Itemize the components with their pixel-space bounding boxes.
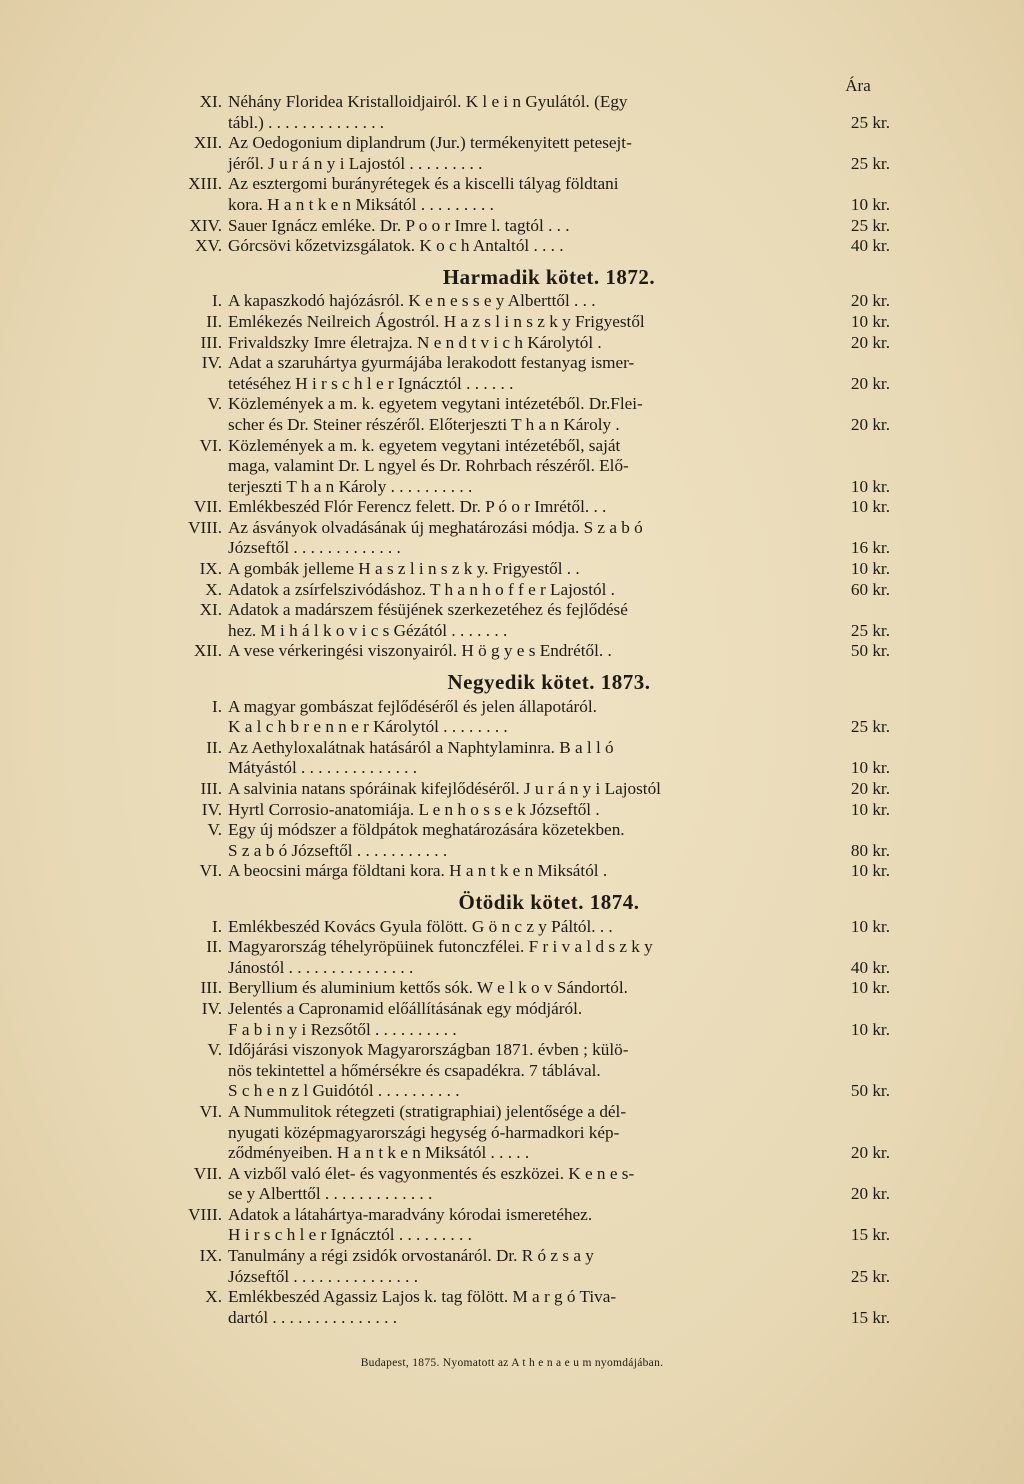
entry-title-line: Az esztergomi burányrétegek és a kiscelli tályag földtani: [228, 174, 619, 194]
entry-title-line: Emlékezés Neilreich Ágostról. H a z s l i n s z k y Frigyestől: [228, 311, 645, 331]
entry-title-line: A Nummulitok rétegzeti (stratigraphiai) jelentősége a dél-: [228, 1101, 627, 1121]
entry-price: 25 kr.: [850, 620, 890, 640]
entry-price: 10 kr.: [850, 1019, 890, 1039]
entry-title-line: Időjárási viszonyok Magyarországban 1871. évben ; külö-: [228, 1040, 629, 1060]
entry-title: [228, 697, 798, 738]
entry-title: [228, 1287, 798, 1328]
publication-entry: [178, 800, 890, 821]
entry-title: [228, 518, 798, 559]
entry-price: 10 kr.: [850, 559, 890, 579]
entry-title-line: Jánostól . . . . . . . . . . . . . . .: [228, 957, 414, 977]
publication-entry: [178, 1246, 890, 1287]
entry-number: II.: [206, 937, 222, 957]
entry-title: [228, 978, 798, 999]
publication-entry: [178, 917, 890, 938]
publication-entry: [178, 394, 890, 435]
entry-title-line: nyugati középmagyarországi hegység ó-harmadkori kép-: [228, 1122, 620, 1142]
entry-number: VII.: [193, 1163, 222, 1183]
entry-price: 20 kr.: [850, 1143, 890, 1163]
entry-title: [228, 641, 798, 662]
entry-title-line: Emlékbeszéd Kovács Gyula fölött. G ö n c z y Páltól. . .: [228, 916, 613, 936]
entry-title-line: dartól . . . . . . . . . . . . . . .: [228, 1307, 397, 1327]
entry-title: [228, 353, 798, 394]
publication-entry: [178, 641, 890, 662]
entry-title-line: A magyar gombászat fejlődéséről és jelen állapotáról.: [228, 696, 597, 716]
entry-title-line: Sauer Ignácz emléke. Dr. P o o r Imre l. tagtól . . .: [228, 215, 570, 235]
publication-entry: [178, 1040, 890, 1102]
entry-title-line: K a l c h b r e n n e r Károlytól . . . . . . . .: [228, 717, 508, 737]
volume-heading: Ötödik kötet. 1874.: [458, 889, 640, 914]
entry-title: [228, 800, 798, 821]
entry-price: 25 kr.: [850, 717, 890, 737]
entry-title: [228, 1246, 798, 1287]
price-column-header: Ára: [845, 76, 871, 95]
publication-entry: [178, 1164, 890, 1205]
volume-heading: Harmadik kötet. 1872.: [442, 264, 656, 289]
entry-title-line: Adat a szaruhártya gyurmájába lerakodott festanyag ismer-: [228, 353, 635, 373]
entry-title-line: Néhány Floridea Kristalloidjairól. K l e i n Gyulától. (Egy: [228, 92, 628, 111]
entry-number: VI.: [199, 1101, 222, 1121]
entry-title-line: Adatok a zsírfelszivódáshoz. T h a n h o f f e r Lajostól .: [228, 579, 615, 599]
entry-number: IV.: [201, 799, 222, 819]
entry-number: IX.: [199, 559, 222, 579]
publication-entry: [178, 1102, 890, 1164]
entry-title-line: A vese vérkeringési viszonyairól. H ö g y e s Endrétől. .: [228, 641, 612, 661]
entry-title-line: Górcsövi kőzetvizsgálatok. K o c h Antaltól . . . .: [228, 236, 564, 256]
entry-price: 25 kr.: [850, 1266, 890, 1286]
entry-price: 15 kr.: [850, 1307, 890, 1327]
entry-title-line: Az ásványok olvadásának új meghatározási módja. S z a b ó: [228, 517, 643, 537]
entry-title: [228, 917, 798, 938]
entry-title-line: Közlemények a m. k. egyetem vegytani intézetéből. Dr.Flei-: [228, 394, 643, 414]
entry-title: [228, 394, 798, 435]
entry-title-line: Közlemények a m. k. egyetem vegytani intézetéből, saját: [228, 435, 621, 455]
entry-title: [228, 861, 798, 882]
publication-entry: [178, 333, 890, 354]
entry-price: 20 kr.: [850, 1184, 890, 1204]
entry-title: [228, 497, 798, 518]
entry-title: [228, 92, 798, 133]
entry-title-line: Emlékbeszéd Flór Ferencz felett. Dr. P ó o r Imrétől. . .: [228, 497, 607, 517]
entry-title-line: Józseftől . . . . . . . . . . . . . . .: [228, 1266, 419, 1286]
entry-title-line: Beryllium és aluminium kettős sók. W e l k o v Sándortól.: [228, 978, 628, 998]
entry-number: III.: [200, 978, 222, 998]
entry-number: XII.: [193, 641, 222, 661]
entry-price: 50 kr.: [850, 641, 890, 661]
entry-title: [228, 1164, 798, 1205]
entry-number: VI.: [199, 861, 222, 881]
entry-title-line: Adatok a látahártya-maradvány kórodai ismeretéhez.: [228, 1204, 593, 1224]
entry-number: III.: [200, 332, 222, 352]
entry-title-line: Emlékbeszéd Agassiz Lajos k. tag fölött. M a r g ó Tiva-: [228, 1287, 617, 1307]
entry-title-line: se y Alberttől . . . . . . . . . . . . .: [228, 1184, 433, 1204]
entry-price: 10 kr.: [850, 758, 890, 778]
entry-number: IV.: [201, 353, 222, 373]
entry-number: II.: [206, 737, 222, 757]
entry-number: III.: [200, 779, 222, 798]
entry-title: [228, 820, 798, 861]
entry-title: [228, 738, 798, 779]
entry-number: X.: [205, 579, 222, 599]
entry-title: [228, 333, 798, 354]
entry-title-line: A vizből való élet- és vagyonmentés és eszközei. K e n e s-: [228, 1163, 635, 1183]
entry-title-line: ződményeiben. H a n t k e n Miksától . . . . .: [228, 1143, 530, 1163]
entry-number: I.: [211, 696, 222, 716]
entry-title-line: Tanulmány a régi zsidók orvostanáról. Dr. R ó z s a y: [228, 1246, 594, 1266]
entry-title: [228, 216, 798, 237]
entry-number: XIII.: [188, 174, 222, 194]
publication-entry: [178, 236, 890, 257]
entry-title: [228, 1102, 798, 1164]
entry-price: 10 kr.: [850, 497, 890, 517]
entry-title: [228, 580, 798, 601]
entry-number: XIV.: [189, 215, 222, 235]
entry-title: [228, 133, 798, 174]
entry-title-line: Józseftől . . . . . . . . . . . . .: [228, 538, 401, 558]
entry-price: 20 kr.: [850, 414, 890, 434]
publication-entry: [178, 978, 890, 999]
publication-entry: [178, 600, 890, 641]
publication-entry: [178, 1205, 890, 1246]
entry-title-line: A salvinia natans spóráinak kifejlődéséről. J u r á n y i Lajostól: [228, 779, 661, 798]
entry-price: 50 kr.: [850, 1081, 890, 1101]
entry-title-line: A gombák jelleme H a s z l i n s z k y. Frigyestől . .: [228, 559, 580, 579]
entry-price: 20 kr.: [850, 291, 890, 311]
entry-title-line: S c h e n z l Guidótól . . . . . . . . . .: [228, 1081, 460, 1101]
publication-entry: [178, 436, 890, 498]
entry-title-line: F a b i n y i Rezsőtől . . . . . . . . . .: [228, 1019, 457, 1039]
publication-entry: [178, 738, 890, 779]
entry-title: [228, 1040, 798, 1102]
entry-price: 10 kr.: [850, 476, 890, 496]
publication-entry: [178, 216, 890, 237]
table-of-contents: [178, 92, 890, 1328]
entry-number: IV.: [201, 998, 222, 1018]
entry-price: 20 kr.: [850, 779, 890, 798]
entry-title-line: hez. M i h á l k o v i c s Gézától . . . . . . .: [228, 620, 508, 640]
entry-price: 10 kr.: [850, 799, 890, 819]
entry-title: [228, 559, 798, 580]
entry-price: 40 kr.: [850, 957, 890, 977]
entry-title-line: scher és Dr. Steiner részéről. Előterjeszti T h a n Károly .: [228, 414, 620, 434]
entry-title: [228, 174, 798, 215]
entry-number: VI.: [199, 435, 222, 455]
entry-number: VIII.: [188, 1204, 222, 1224]
entry-title: [228, 937, 798, 978]
entry-price: 80 kr.: [850, 840, 890, 860]
publication-entry: [178, 697, 890, 738]
entry-price: 40 kr.: [850, 236, 890, 256]
entry-number: VIII.: [188, 517, 222, 537]
entry-title-line: jéről. J u r á n y i Lajostól . . . . . . . . .: [228, 153, 483, 173]
entry-price: 16 kr.: [850, 538, 890, 558]
entry-number: X.: [205, 1287, 222, 1307]
entry-number: I.: [211, 291, 222, 311]
entry-title: [228, 999, 798, 1040]
entry-number: XV.: [195, 236, 222, 256]
entry-number: V.: [207, 820, 222, 840]
publication-entry: [178, 1287, 890, 1328]
entry-price: 10 kr.: [850, 861, 890, 881]
entry-price: 25 kr.: [850, 215, 890, 235]
entry-title-line: maga, valamint Dr. L ngyel és Dr. Rohrbach részéről. Elő-: [228, 456, 629, 476]
entry-price: 25 kr.: [850, 153, 890, 173]
entry-price: 10 kr.: [850, 311, 890, 331]
entry-number: XI.: [199, 92, 222, 111]
entry-title-line: Mátyástól . . . . . . . . . . . . . .: [228, 758, 418, 778]
publication-entry: [178, 779, 890, 800]
entry-title-line: Az Oedogonium diplandrum (Jur.) termékenyitett petesejt-: [228, 133, 632, 153]
entry-price: 10 kr.: [850, 978, 890, 998]
entry-title-line: H i r s c h l e r Ignácztól . . . . . . . . .: [228, 1225, 472, 1245]
entry-title-line: Egy új módszer a földpátok meghatározására közetekben.: [228, 820, 625, 840]
entry-title: [228, 236, 798, 257]
entry-price: 20 kr.: [850, 332, 890, 352]
publication-entry: [178, 174, 890, 215]
entry-title-line: S z a b ó Józseftől . . . . . . . . . . .: [228, 840, 448, 860]
publication-entry: [178, 133, 890, 174]
entry-title-line: kora. H a n t k e n Miksától . . . . . . . . .: [228, 194, 494, 214]
publication-entry: [178, 92, 890, 133]
entry-title-line: A kapaszkodó hajózásról. K e n e s s e y Alberttől . . .: [228, 291, 596, 311]
publication-entry: [178, 937, 890, 978]
entry-title: [228, 779, 798, 800]
entry-price: 60 kr.: [850, 579, 890, 599]
publication-entry: [178, 312, 890, 333]
entry-title: [228, 312, 798, 333]
entry-title-line: Adatok a madárszem fésüjének szerkezetéhez és fejlődésé: [228, 600, 628, 620]
publication-entry: [178, 497, 890, 518]
entry-title: [228, 1205, 798, 1246]
entry-title-line: Hyrtl Corrosio-anatomiája. L e n h o s s e k Józseftől .: [228, 799, 600, 819]
entry-title-line: Az Aethyloxalátnak hatásáról a Naphtylaminra. B a l l ó: [228, 737, 614, 757]
publication-entry: [178, 999, 890, 1040]
entry-title-line: Magyarország téhelyröpüinek futonczfélei. F r i v a l d s z k y: [228, 937, 653, 957]
entry-price: 20 kr.: [850, 373, 890, 393]
entry-number: XI.: [199, 600, 222, 620]
publication-entry: [178, 861, 890, 882]
entry-title-line: nös tekintettel a hőmérsékre és csapadékra. 7 táblával.: [228, 1060, 601, 1080]
entry-price: 10 kr.: [850, 916, 890, 936]
publication-entry: [178, 820, 890, 861]
entry-title: [228, 600, 798, 641]
entry-number: IX.: [199, 1246, 222, 1266]
volume-heading: Negyedik kötet. 1873.: [447, 670, 651, 695]
entry-title: [228, 291, 798, 312]
entry-number: V.: [207, 394, 222, 414]
entry-title-line: Frivaldszky Imre életrajza. N e n d t v i c h Károlytól .: [228, 332, 602, 352]
publication-entry: [178, 353, 890, 394]
entry-number: II.: [206, 311, 222, 331]
entry-price: 15 kr.: [850, 1225, 890, 1245]
entry-price: 10 kr.: [850, 194, 890, 214]
publication-entry: [178, 559, 890, 580]
entry-title-line: tábl.) . . . . . . . . . . . . . .: [228, 112, 385, 132]
entry-price: 25 kr.: [850, 112, 890, 132]
entry-number: VII.: [193, 497, 222, 517]
entry-title: [228, 436, 798, 498]
entry-number: XII.: [193, 133, 222, 153]
entry-title-line: terjeszti T h a n Károly . . . . . . . . . .: [228, 476, 473, 496]
publication-entry: [178, 580, 890, 601]
publication-entry: [178, 291, 890, 312]
entry-title-line: Jelentés a Capronamid előállításának egy módjáról.: [228, 998, 583, 1018]
publication-entry: [178, 518, 890, 559]
entry-title-line: A beocsini márga földtani kora. H a n t k e n Miksától .: [228, 861, 608, 881]
printer-imprint: Budapest, 1875. Nyomatott az A t h e n a e u m nyomdájában.: [360, 1357, 664, 1369]
entry-title-line: tetéséhez H i r s c h l e r Ignácztól . . . . . .: [228, 373, 514, 393]
entry-number: I.: [211, 916, 222, 936]
entry-number: V.: [207, 1040, 222, 1060]
